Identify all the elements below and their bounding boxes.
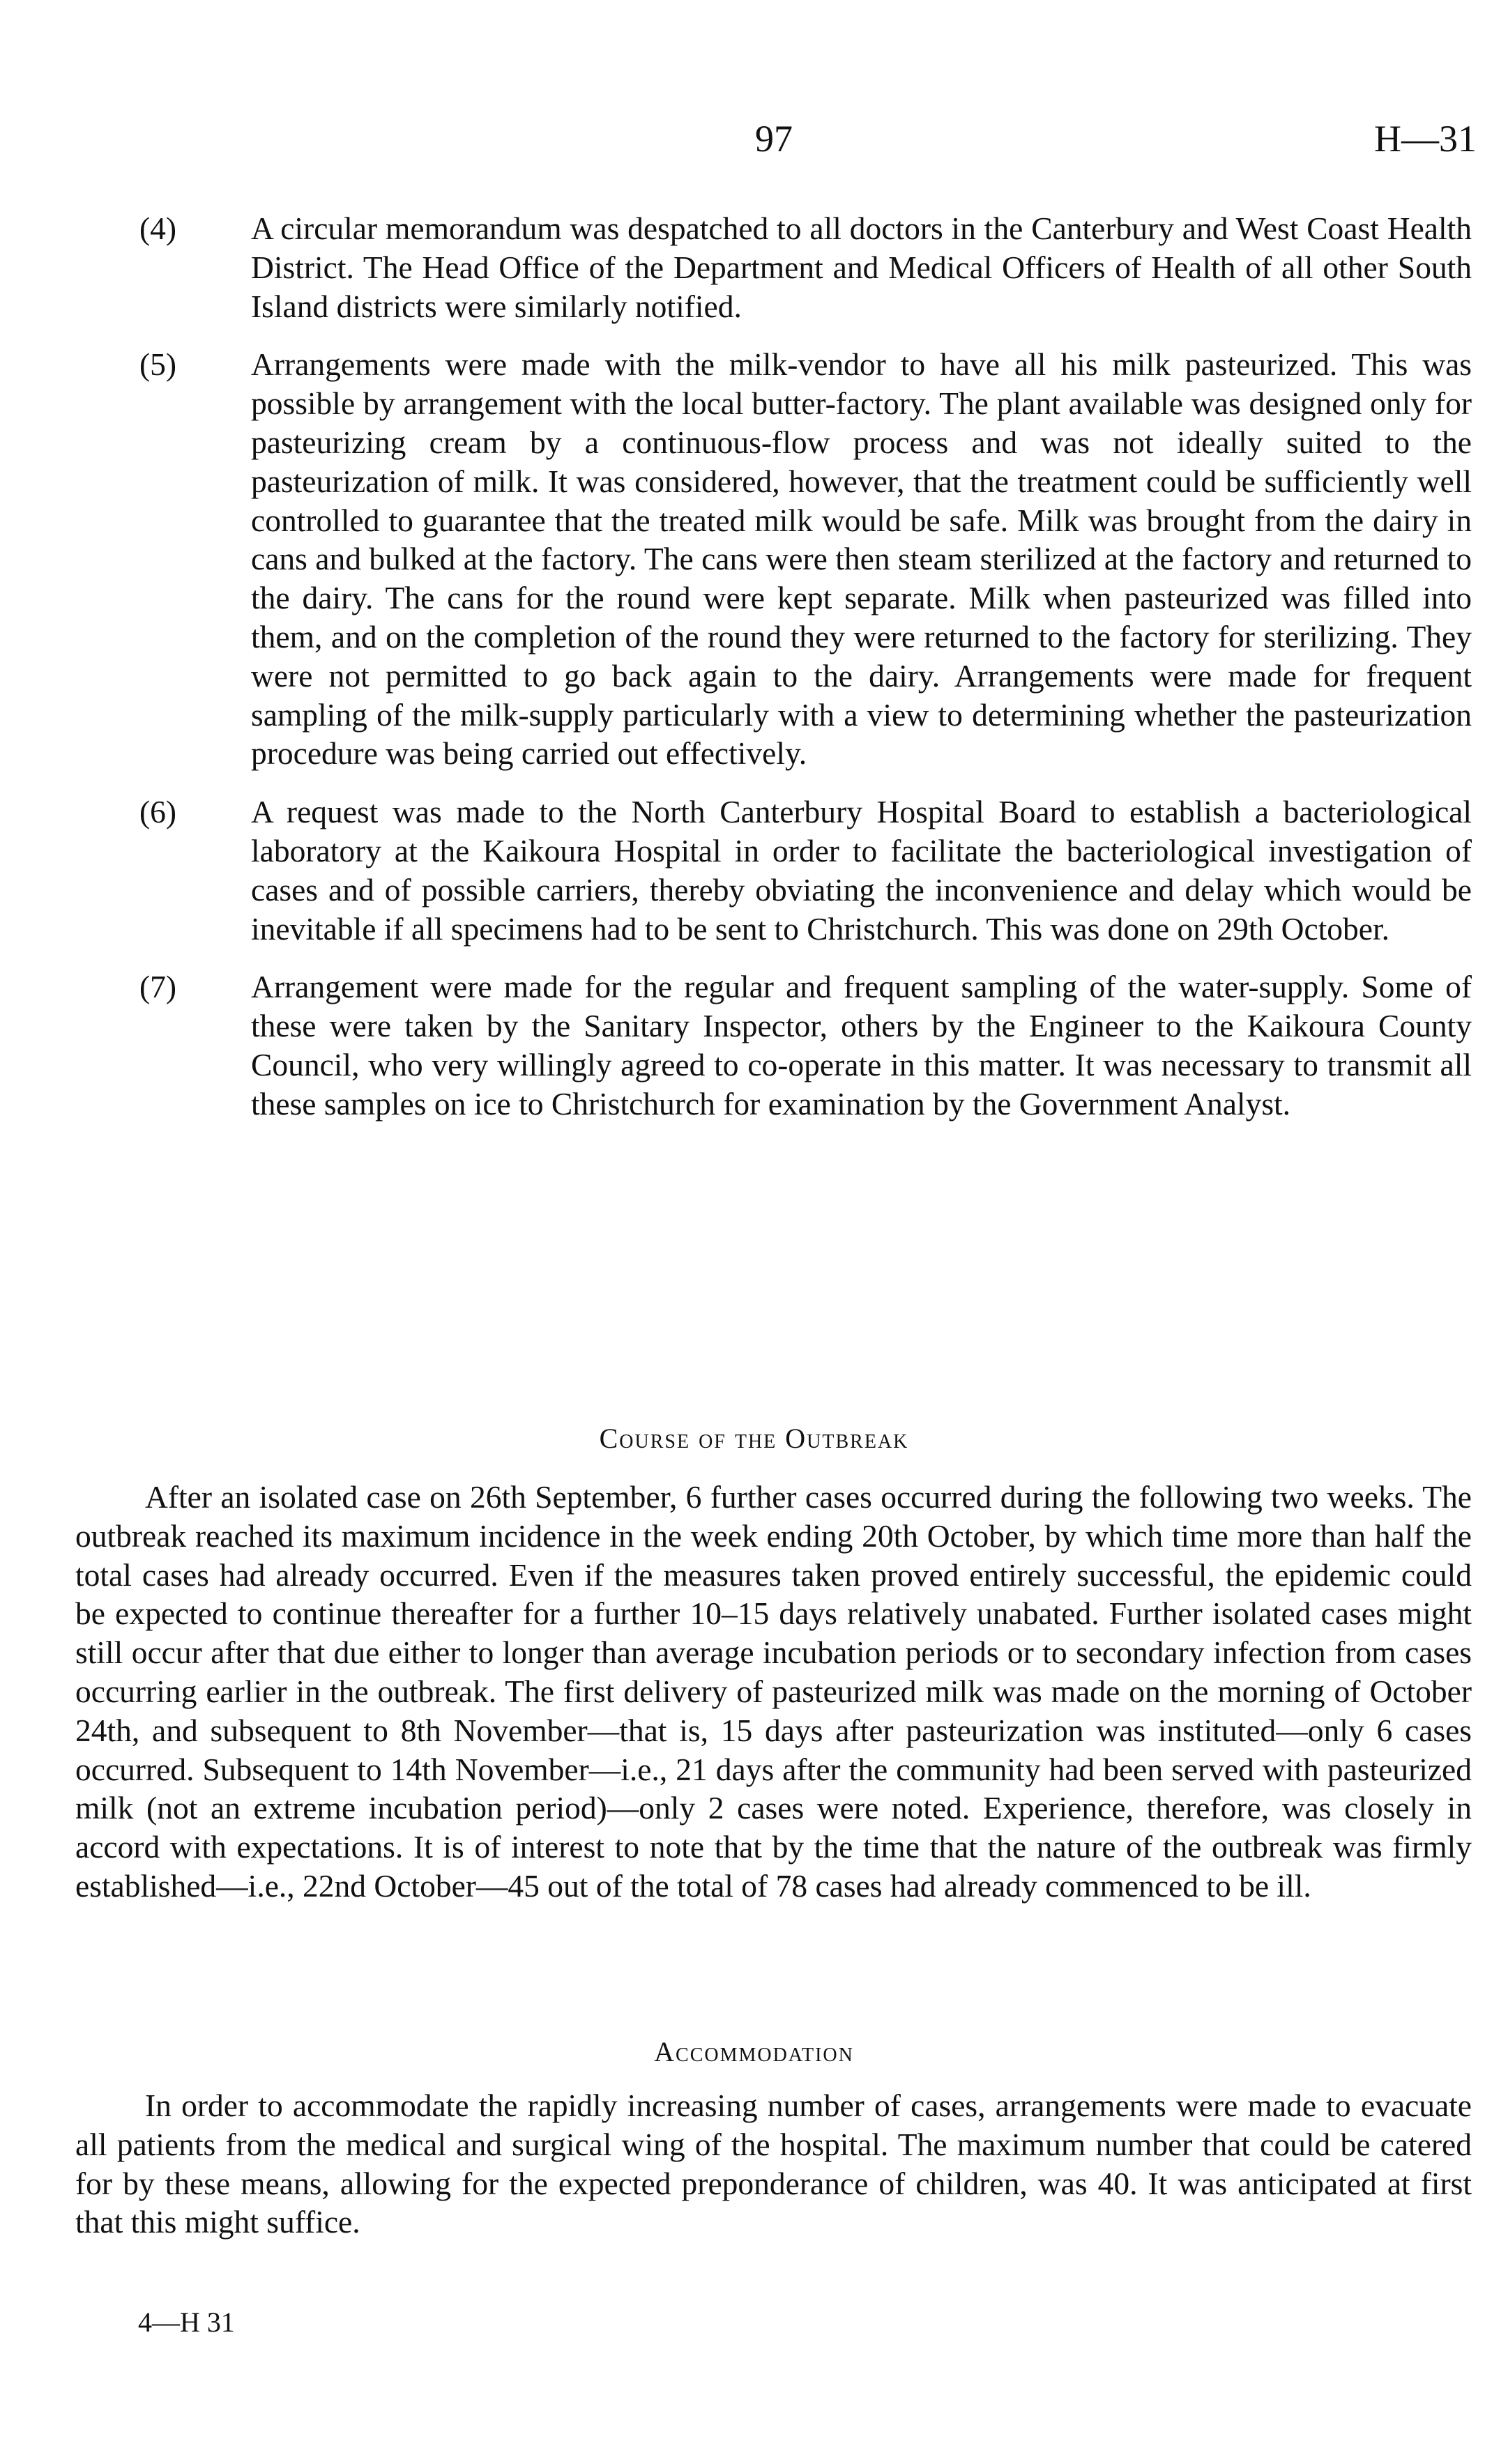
item-text: Arrangement were made for the regular and frequent sampling of the water-supply. Some of these were taken by the Sanitary Inspector, others by the Engineer to the Kaikoura County Council, who very willingly agreed to co-operate in this matter. It was necessary to transmit all these samples on ice to Christchurch for examination by the Government Analyst. [251, 969, 1472, 1122]
item-number: (6) [139, 794, 177, 830]
course-paragraph [75, 1478, 1472, 1906]
list-item [139, 793, 1472, 948]
item-text: A circular memorandum was despatched to all doctors in the Canterbury and West Coast Health District. The Head Office of the Department and Medical Officers of Health of all other South Island districts were similarly notified. [251, 211, 1472, 324]
course-text: After an isolated case on 26th September, 6 further cases occurred during the following two weeks. The outbreak reached its maximum incidence in the week ending 20th October, by which time more than half the total cases had already occurred. Even if the measures taken proved entirely successful, the epidemic could be expected to continue thereafter for a further 10–15 days relatively unabated. Further isolated cases might still occur after that due either to longer than average incubation periods or to secondary infection from cases occurring earlier in the outbreak. The first delivery of pasteurized milk was made on the morning of October 24th, and subsequent to 8th November—that is, 15 days after pasteurization was instituted—only 6 cases occurred. Subsequent to 14th November—i.e., 21 days after the community had been served with pasteurized milk (not an extreme incubation period)—only 2 cases were noted. Experience, therefore, was closely in accord with expectations. It is of interest to note that by the time that the nature of the outbreak was firmly established—i.e., 22nd October—45 out of the total of 78 cases had already commenced to be ill. [75, 1479, 1472, 1904]
item-text: A request was made to the North Canterbury Hospital Board to establish a bacteriological laboratory at the Kaikoura Hospital in order to facilitate the bacteriological investigation of cases and of possible carriers, thereby obviating the inconvenience and delay which would be inevitable if all specimens had to be sent to Christchurch. This was done on 29th October. [251, 794, 1472, 947]
section-heading-accommodation: Accommodation [654, 2036, 854, 2067]
footer-signature: 4—H 31 [138, 2306, 235, 2338]
report-code: H—31 [1374, 118, 1477, 160]
item-number: (4) [139, 211, 177, 246]
item-text: Arrangements were made with the milk-vendor to have all his milk pasteurized. This was possible by arrangement with the local butter-factory. The plant available was designed only for pasteurizing cream by a continuous-flow process and was not ideally suited to the pasteurization of milk. It was considered, however, that the treatment could be sufficiently well controlled to guarantee that the treated milk would be safe. Milk was brought from the dairy in cans and bulked at the factory. The cans were then steam sterilized at the factory and returned to the dairy. The cans for the round were kept separate. Milk when pasteurized was filled into them, and on the completion of the round they were returned to the factory for sterilizing. They were not permitted to go back again to the dairy. Arrangements were made for frequent sampling of the milk-supply particularly with a view to determining whether the pasteurization procedure was being carried out effectively. [251, 346, 1472, 772]
item-number: (7) [139, 969, 177, 1005]
list-item [139, 209, 1472, 326]
measures-list [139, 209, 1472, 1143]
list-item [139, 345, 1472, 773]
section-heading-course: Course of the Outbreak [599, 1423, 909, 1454]
accommodation-text: In order to accommodate the rapidly increasing number of cases, arrangements were made to evacuate all patients from the medical and surgical wing of the hospital. The maximum number that could be catered for by these means, allowing for the expected preponderance of children, was 40. It was anticipated at first that this might suffice. [75, 2088, 1472, 2240]
list-item [139, 967, 1472, 1123]
accommodation-paragraph [75, 2086, 1472, 2242]
page-number: 97 [755, 118, 793, 160]
item-number: (5) [139, 346, 177, 383]
